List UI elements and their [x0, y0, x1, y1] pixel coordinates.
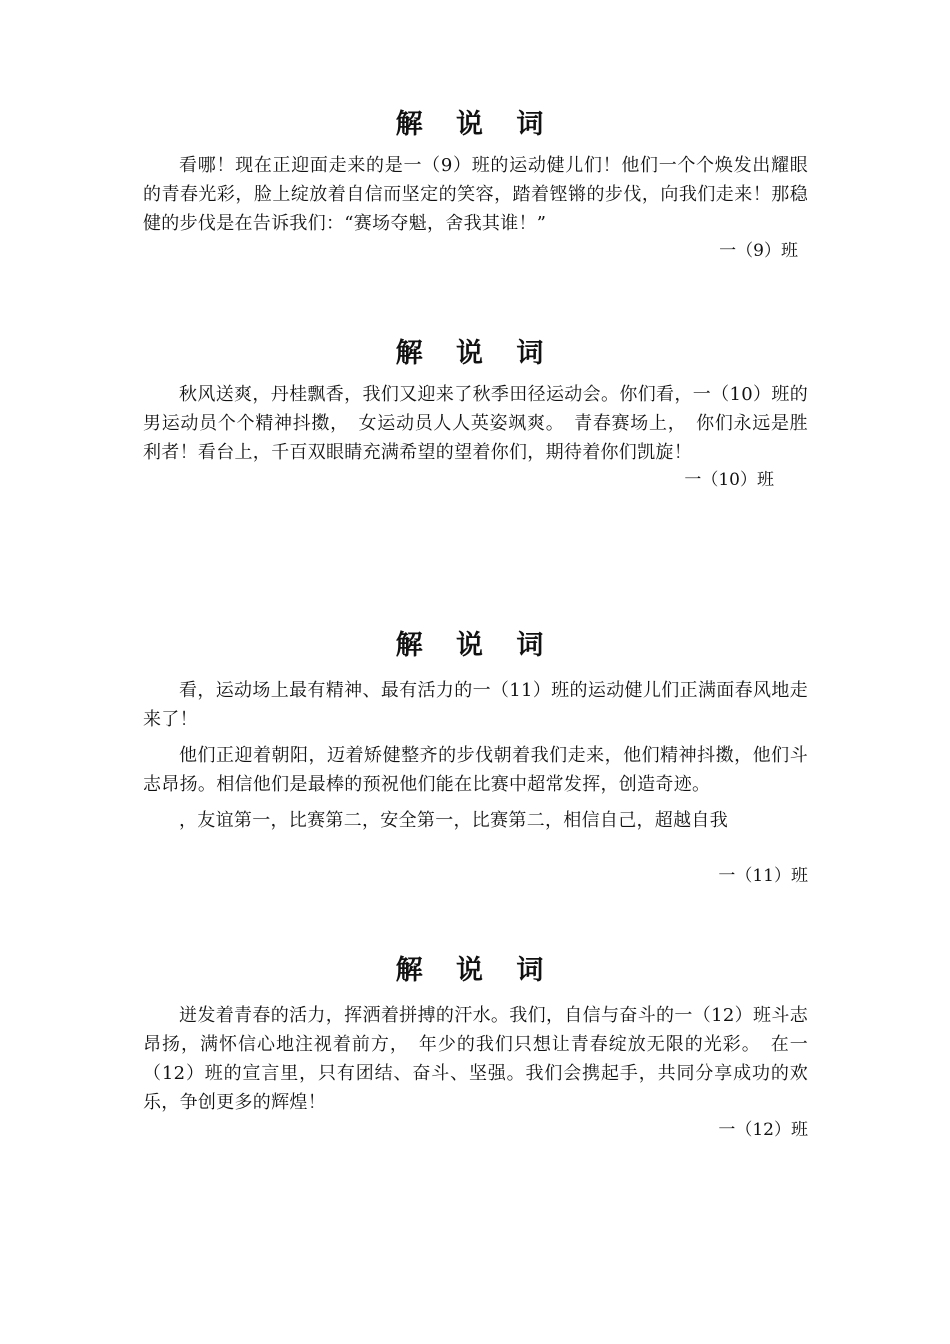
section-title: 解 说 词 [395, 955, 556, 986]
signature: 一（9）班 [719, 241, 798, 261]
signature: 一（12）班 [718, 1120, 808, 1140]
paragraph: 迸发着青春的活力，挥洒着拼搏的汗水。我们，自信与奋斗的一（12）班斗志昂扬，满怀信心地注视着前方， 年少的我们只想让青春绽放无限的光彩。 在一（12）班的宣言里，只有团结、奋斗、坚强。我们会携起手，共同分享成功的欢乐，争创更多的辉煌！ [143, 1005, 808, 1113]
section-class-10 [143, 334, 808, 493]
paragraph: 他们正迎着朝阳，迈着矫健整齐的步伐朝着我们走来，他们精神抖擞，他们斗志昂扬。相信他们是最棒的预祝他们能在比赛中超常发挥，创造奇迹。 [143, 745, 808, 795]
section-class-9 [143, 105, 808, 264]
signature: 一（11）班 [718, 866, 808, 886]
section-title: 解 说 词 [395, 338, 556, 369]
signature: 一（10）班 [684, 470, 774, 490]
section-title: 解 说 词 [395, 630, 556, 661]
paragraph: 看哪！现在正迎面走来的是一（9）班的运动健儿们！他们一个个焕发出耀眼的青春光彩，脸上绽放着自信而坚定的笑容，踏着铿锵的步伐，向我们走来！那稳健的步伐是在告诉我们：“赛场夺魁，舍我其谁！” [143, 155, 808, 234]
section-class-12 [143, 951, 808, 1143]
paragraph: ，友谊第一，比赛第二，安全第一，比赛第二，相信自己，超越自我 [179, 810, 728, 831]
section-title: 解 说 词 [395, 109, 556, 140]
section-class-11 [143, 626, 808, 889]
paragraph: 看，运动场上最有精神、最有活力的一（11）班的运动健儿们正满面春风地走来了！ [143, 680, 808, 730]
paragraph: 秋风送爽，丹桂飘香，我们又迎来了秋季田径运动会。你们看，一（10）班的男运动员个个精神抖擞， 女运动员人人英姿飒爽。 青春赛场上， 你们永远是胜利者！看台上，千百双眼睛充满希望的望着你们，期待着你们凯旋！ [143, 384, 808, 463]
